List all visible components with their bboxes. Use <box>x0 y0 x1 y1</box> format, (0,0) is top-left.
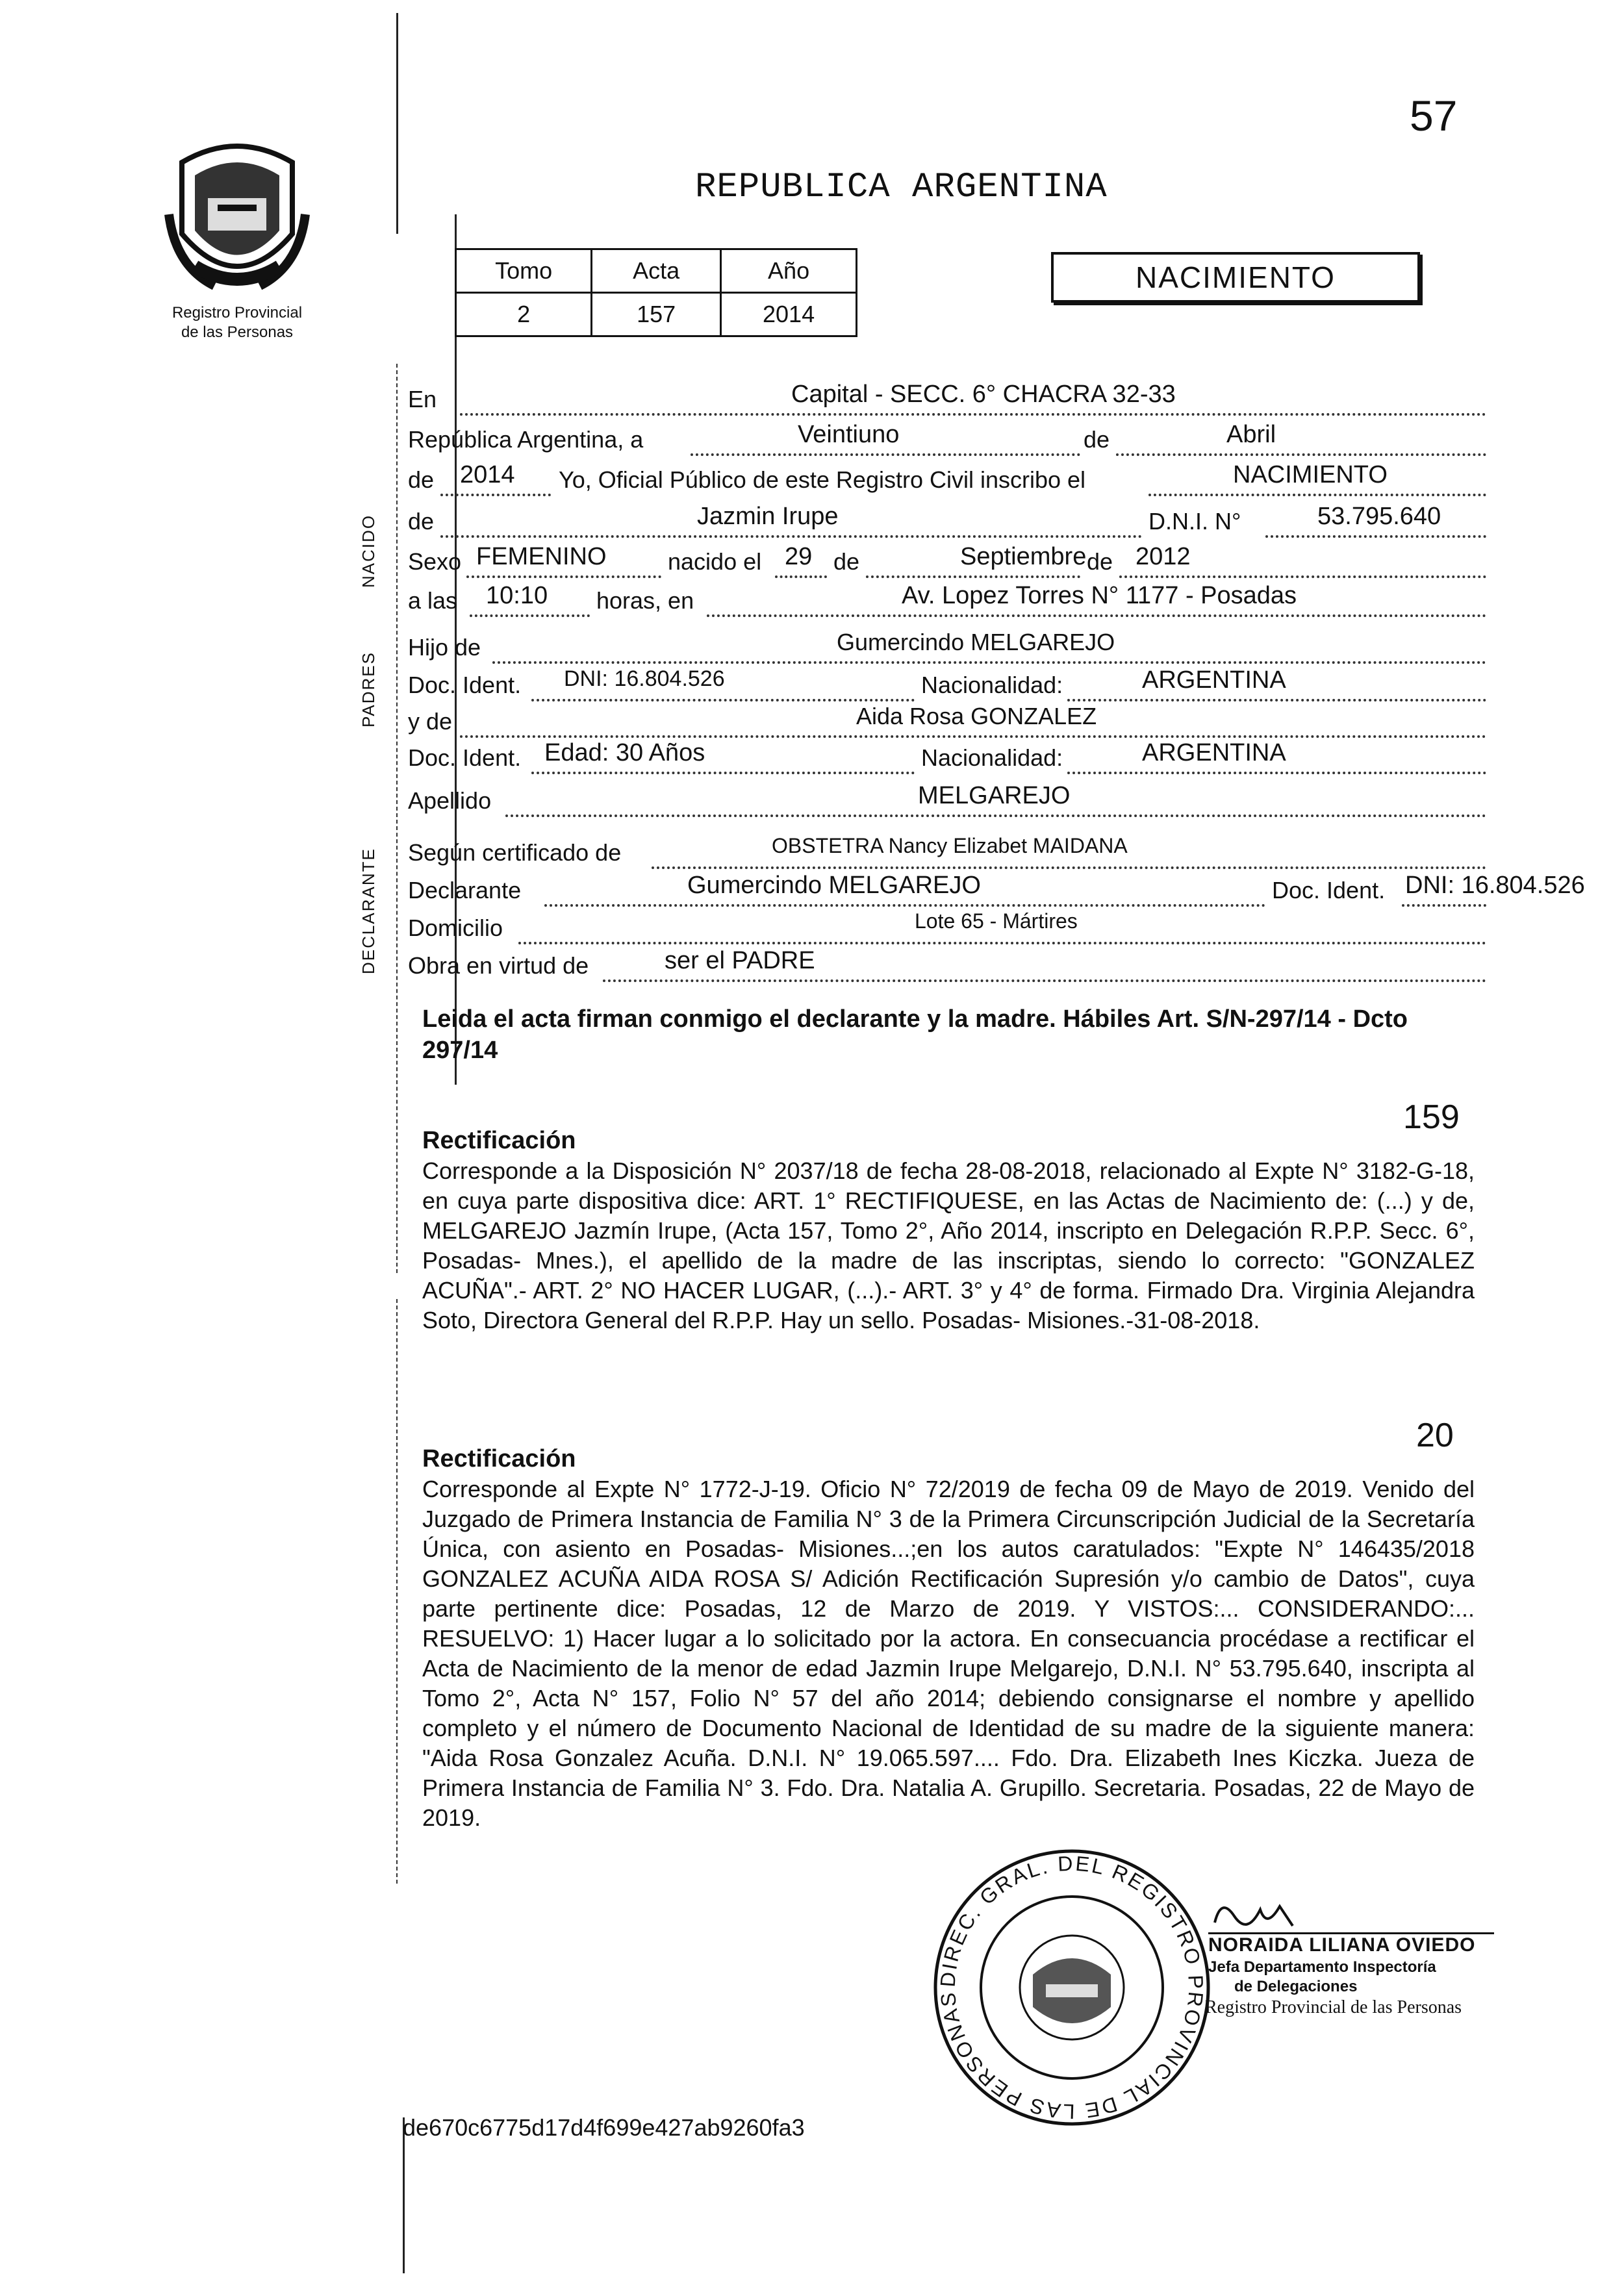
madre-value: Aida Rosa GONZALEZ <box>856 703 1097 729</box>
side-label-nacido: NACIDO <box>359 514 378 588</box>
act-table-value-anio: 2014 <box>721 293 857 336</box>
de2-label: de <box>408 466 435 493</box>
inscribo-value: NACIMIENTO <box>1233 461 1388 488</box>
apellido-value: MELGAREJO <box>918 782 1071 809</box>
side-label-padres: PADRES <box>359 651 378 727</box>
seal-text: DIREC. GRAL. DEL REGISTRO PROVINCIAL DE LAS PERSONAS <box>935 1851 1208 2124</box>
doc3-label: Doc. Ident. <box>1272 877 1386 903</box>
margin-line-left <box>396 364 398 1273</box>
row-republica <box>408 421 1486 461</box>
nac2-value: ARGENTINA <box>1142 739 1286 766</box>
doc1-label: Doc. Ident. <box>408 672 522 698</box>
rect1-title: Rectificación <box>422 1127 576 1154</box>
row-nombre <box>408 503 1486 543</box>
signature-name: NORAIDA LILIANA OVIEDO <box>1208 1932 1494 1956</box>
logo-caption-1: Registro Provincial <box>171 304 303 322</box>
row-apellido <box>408 782 1486 822</box>
apellido-label: Apellido <box>408 787 492 814</box>
obra-value: ser el PADRE <box>665 947 815 974</box>
segun-label: Según certificado de <box>408 839 622 866</box>
rect1-body: Corresponde a la Disposición N° 2037/18 de fecha 28-08-2018, relacionado al Expte N° 3182-G-18, en cuya parte dispositiva dice: ART. 1° RECTIFIQUESE, en las Actas de Nacimiento de: (...) y de, MELGAREJO Jazmín Irupe, (Acta 157, Tomo 2°, Año 2014, inscripto en Delegación R.P.P. Secc. 6°, Posadas- Mnes.), el apellido de la madre de las inscriptas, siendo lo correcto: "GONZALEZ ACUÑA".- ART. 2° NO HACER LUGAR, (...).- ART. 3° y 4° de forma. Firmado Dra. Virginia Alejandra Soto, Directora General del R.P.P. Hay un sello. Posadas- Misiones.-31-08-2018. <box>422 1157 1475 1333</box>
anio-value: 2014 <box>460 461 515 488</box>
yde-label: y de <box>408 708 453 735</box>
padre-value: Gumercindo MELGAREJO <box>837 629 1115 655</box>
doc3-value: DNI: 16.804.526 <box>1405 872 1585 899</box>
act-table-header-acta: Acta <box>592 249 721 293</box>
alas-label: a las <box>408 587 458 614</box>
nac-mes-value: Septiembre <box>960 543 1087 570</box>
mes-value: Abril <box>1226 421 1276 448</box>
margin-line-top <box>396 13 398 234</box>
act-type-box <box>1051 252 1420 303</box>
page-number: 57 <box>1410 92 1458 140</box>
act-table-header-anio: Año <box>721 249 857 293</box>
en-label: En <box>408 386 437 412</box>
row-declarante <box>408 872 1585 912</box>
nacido-label: nacido el <box>668 548 762 575</box>
sexo-label: Sexo <box>408 548 462 575</box>
doc2-label: Doc. Ident. <box>408 744 522 771</box>
rect2-body: Corresponde al Expte N° 1772-J-19. Oficio N° 72/2019 de fecha 09 de Mayo de 2019. Venido del Juzgado de Primera Instancia de Familia N° 3 de la Primera Circunscripción Judicial de la Secretaría Única, con asiento en Posadas- Misiones...;en los autos caratulados: "Expte N° 146435/2018 GONZALEZ ACUÑA AIDA ROSA S/ Adición Rectificación Supresión y/o cambio de Datos", cuya parte pertinente dice: Posadas, 12 de Marzo de 2019. Y VISTOS:... CONSIDERANDO:... RESUELVO: 1) Hacer lugar a lo solicitado por la actora. En consecuancia procédase a rectificar el Acta de Nacimiento de la menor de edad Jazmin Irupe Melgarejo, D.N.I. N° 53.795.640, inscripta al Tomo 2°, Acta N° 157, Folio N° 57 del año 2014; debiendo consignarse el nombre y apellido completo y el número de Documento Nacional de Identidad de su madre de la siguiente manera: "Aida Rosa Gonzalez Acuña. D.N.I. N° 19.065.597.... Fdo. Dra. Elizabeth Ines Kiczka. Jueza de Primera Instancia de Familia N° 3. Fdo. Dra. Natalia A. Grupillo. Secretaria. Posadas, 22 de Mayo de 2019. <box>422 1476 1475 1831</box>
signature-line2: Jefa Departamento Inspectoría <box>1208 1958 1436 1976</box>
registry-logo <box>156 136 318 305</box>
signature-line4: Registro Provincial de las Personas <box>1205 1997 1462 2017</box>
declarante-value: Gumercindo MELGAREJO <box>687 872 981 899</box>
nac1-value: ARGENTINA <box>1142 666 1286 694</box>
en-value: Capital - SECC. 6° CHACRA 32-33 <box>791 381 1176 408</box>
nac-dia-value: 29 <box>785 543 813 570</box>
doc1-value: DNI: 16.804.526 <box>564 666 725 691</box>
act-table <box>455 248 857 337</box>
nombre-value: Jazmin Irupe <box>697 503 839 530</box>
horas-label: horas, en <box>596 587 694 614</box>
segun-value: OBSTETRA Nancy Elizabet MAIDANA <box>772 834 1128 857</box>
domicilio-value: Lote 65 - Mártires <box>915 909 1078 933</box>
dia-value: Veintiuno <box>798 421 900 448</box>
official-seal <box>929 1845 1215 2130</box>
row-madre <box>408 703 1486 743</box>
official-seal-icon <box>929 1845 1215 2130</box>
logo-caption-2: de las Personas <box>181 323 294 341</box>
rect2-title: Rectificación <box>422 1445 576 1472</box>
row-hora <box>408 582 1486 622</box>
side-label-declarante: DECLARANTE <box>359 848 378 974</box>
de5-label: de <box>1087 548 1113 575</box>
rect2-number: 20 <box>1416 1417 1454 1454</box>
row-domicilio <box>408 909 1486 950</box>
dni-label: D.N.I. N° <box>1148 508 1241 535</box>
hora-value: 10:10 <box>486 582 548 609</box>
de-label: de <box>1084 426 1110 453</box>
signature-line3: de Delegaciones <box>1234 1978 1358 1995</box>
row-obra <box>408 947 1486 987</box>
nac1-label: Nacionalidad: <box>921 672 1063 698</box>
declarante-label: Declarante <box>408 877 522 903</box>
signature-mark <box>1208 1897 1312 1936</box>
act-type-label: NACIMIENTO <box>1136 260 1336 294</box>
act-table-header-tomo: Tomo <box>456 249 592 293</box>
margin-line-lower <box>396 1299 398 1884</box>
oficial-text: Yo, Oficial Público de este Registro Civil inscribo el <box>559 466 1086 493</box>
hijo-label: Hijo de <box>408 634 481 661</box>
sexo-value: FEMENINO <box>476 543 607 570</box>
act-table-value-acta: 157 <box>592 293 721 336</box>
rect1-number: 159 <box>1403 1098 1460 1136</box>
dni-value: 53.795.640 <box>1317 503 1441 530</box>
document-hash: de670c6775d17d4f699e427ab9260fa3 <box>403 2114 805 2141</box>
row-anio <box>408 461 1486 501</box>
row-doc1 <box>408 666 1486 707</box>
row-en <box>408 381 1486 421</box>
row-hijo <box>408 629 1486 669</box>
row-segun <box>408 834 1486 874</box>
nac-anio-value: 2012 <box>1136 543 1191 570</box>
doc2-value: Edad: 30 Años <box>544 739 705 766</box>
country-title: REPUBLICA ARGENTINA <box>695 168 1108 207</box>
domicilio-label: Domicilio <box>408 915 503 941</box>
row-sexo <box>408 543 1486 583</box>
republica-label: República Argentina, a <box>408 426 644 453</box>
lugar-value: Av. Lopez Torres N° 1177 - Posadas <box>902 582 1297 609</box>
leida-text: Leida el acta firman conmigo el declarante y la madre. Hábiles Art. S/N-297/14 - Dcto 297/14 <box>422 1005 1408 1064</box>
nac2-label: Nacionalidad: <box>921 744 1063 771</box>
de3-label: de <box>408 508 435 535</box>
de4-label: de <box>833 548 860 575</box>
misiones-emblem-icon <box>156 136 318 299</box>
row-doc2 <box>408 739 1486 779</box>
signature-icon <box>1208 1897 1312 1936</box>
act-table-value-tomo: 2 <box>456 293 592 336</box>
obra-label: Obra en virtud de <box>408 952 589 979</box>
